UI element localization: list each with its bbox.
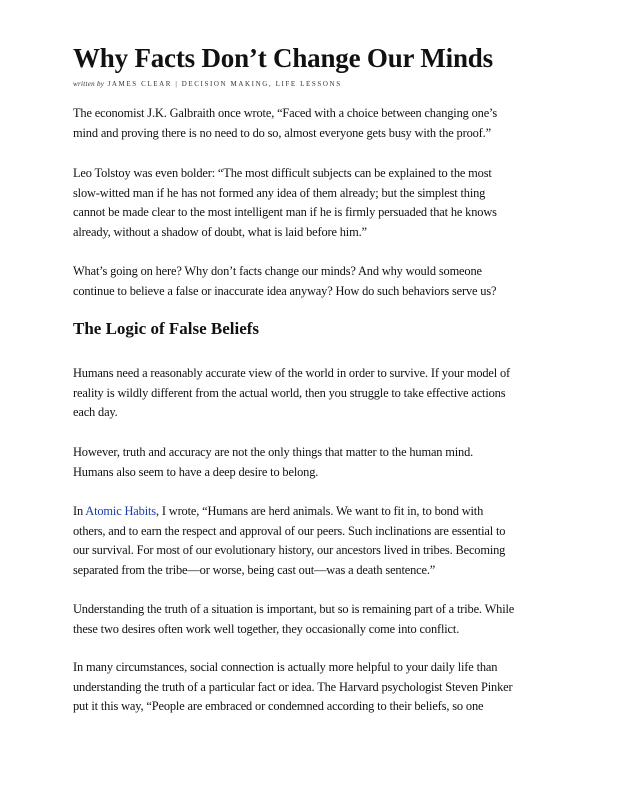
paragraph-line: slow-witted man if he has not formed any idea of them already; but the simplest thing	[73, 185, 486, 200]
paragraph-tribe	[73, 600, 548, 639]
paragraph-belonging	[73, 443, 548, 482]
paragraph-line: Understanding the truth of a situation is important, but so is remaining part of a tribe. While	[73, 602, 515, 616]
paragraph-line: these two desires often work well together, they occasionally come into conflict.	[73, 621, 460, 636]
paragraph-line: already, without a shadow of doubt, what is laid before him.”	[73, 224, 367, 239]
line-suffix: , I wrote, “Humans are herd animals. We want to fit in, to bond with	[155, 504, 484, 518]
article-byline	[73, 80, 593, 88]
paragraph-line: However, truth and accuracy are not the only things that matter to the human mind.	[73, 445, 474, 459]
paragraph-line: each day.	[73, 405, 118, 419]
paragraph-line: In many circumstances, social connection is actually more helpful to your daily life than	[73, 660, 498, 674]
paragraph-line: Humans also seem to have a deep desire to belong.	[73, 464, 319, 479]
paragraph-line: continue to believe a false or inaccurate idea anyway? How do such behaviors serve us?	[73, 283, 497, 298]
paragraph-line: others, and to earn the respect and approval of our peers. Such inclinations are essential to	[73, 523, 506, 538]
byline-written-by: written by	[73, 80, 105, 88]
paragraph-line: put it this way, “People are embraced or condemned according to their beliefs, so one	[73, 699, 484, 713]
byline-meta: JAMES CLEAR | DECISION MAKING, LIFE LESSONS	[107, 80, 342, 88]
paragraph-line: cannot be made clear to the most intelligent man if he is firmly persuaded that he knows	[73, 205, 497, 219]
atomic-habits-link[interactable]: Atomic Habits	[85, 504, 156, 518]
paragraph-tolstoy	[73, 164, 548, 242]
paragraph-line: reality is wildly different from the actual world, then you struggle to take effective actions	[73, 385, 506, 400]
paragraph-line: understanding the truth of a particular fact or idea. The Harvard psychologist Steven Pinker	[73, 679, 513, 694]
paragraph-social-connection	[73, 658, 548, 717]
paragraph-line: Leo Tolstoy was even bolder: “The most difficult subjects can be explained to the most	[73, 166, 492, 180]
line-prefix: In	[73, 504, 86, 518]
paragraph-accurate-view	[73, 364, 548, 423]
paragraph-galbraith	[73, 104, 548, 143]
section-heading: The Logic of False Beliefs	[73, 319, 260, 338]
article-title: Why Facts Don’t Change Our Minds	[73, 43, 493, 73]
paragraph-line: separated from the tribe—or worse, being cast out—was a death sentence.”	[73, 562, 436, 577]
paragraph-questions	[73, 262, 548, 301]
paragraph-line: our survival. For most of our evolutionary history, our ancestors lived in tribes. Becoming	[73, 543, 506, 557]
paragraph-atomic-habits	[73, 502, 548, 580]
paragraph-line: What’s going on here? Why don’t facts change our minds? And why would someone	[73, 264, 482, 278]
paragraph-line	[73, 502, 548, 522]
paragraph-line: The economist J.K. Galbraith once wrote, “Faced with a choice between changing one’s	[73, 106, 498, 120]
paragraph-line: Humans need a reasonably accurate view of the world in order to survive. If your model of	[73, 366, 511, 380]
paragraph-line: mind and proving there is no need to do so, almost everyone gets busy with the proof.”	[73, 125, 491, 140]
